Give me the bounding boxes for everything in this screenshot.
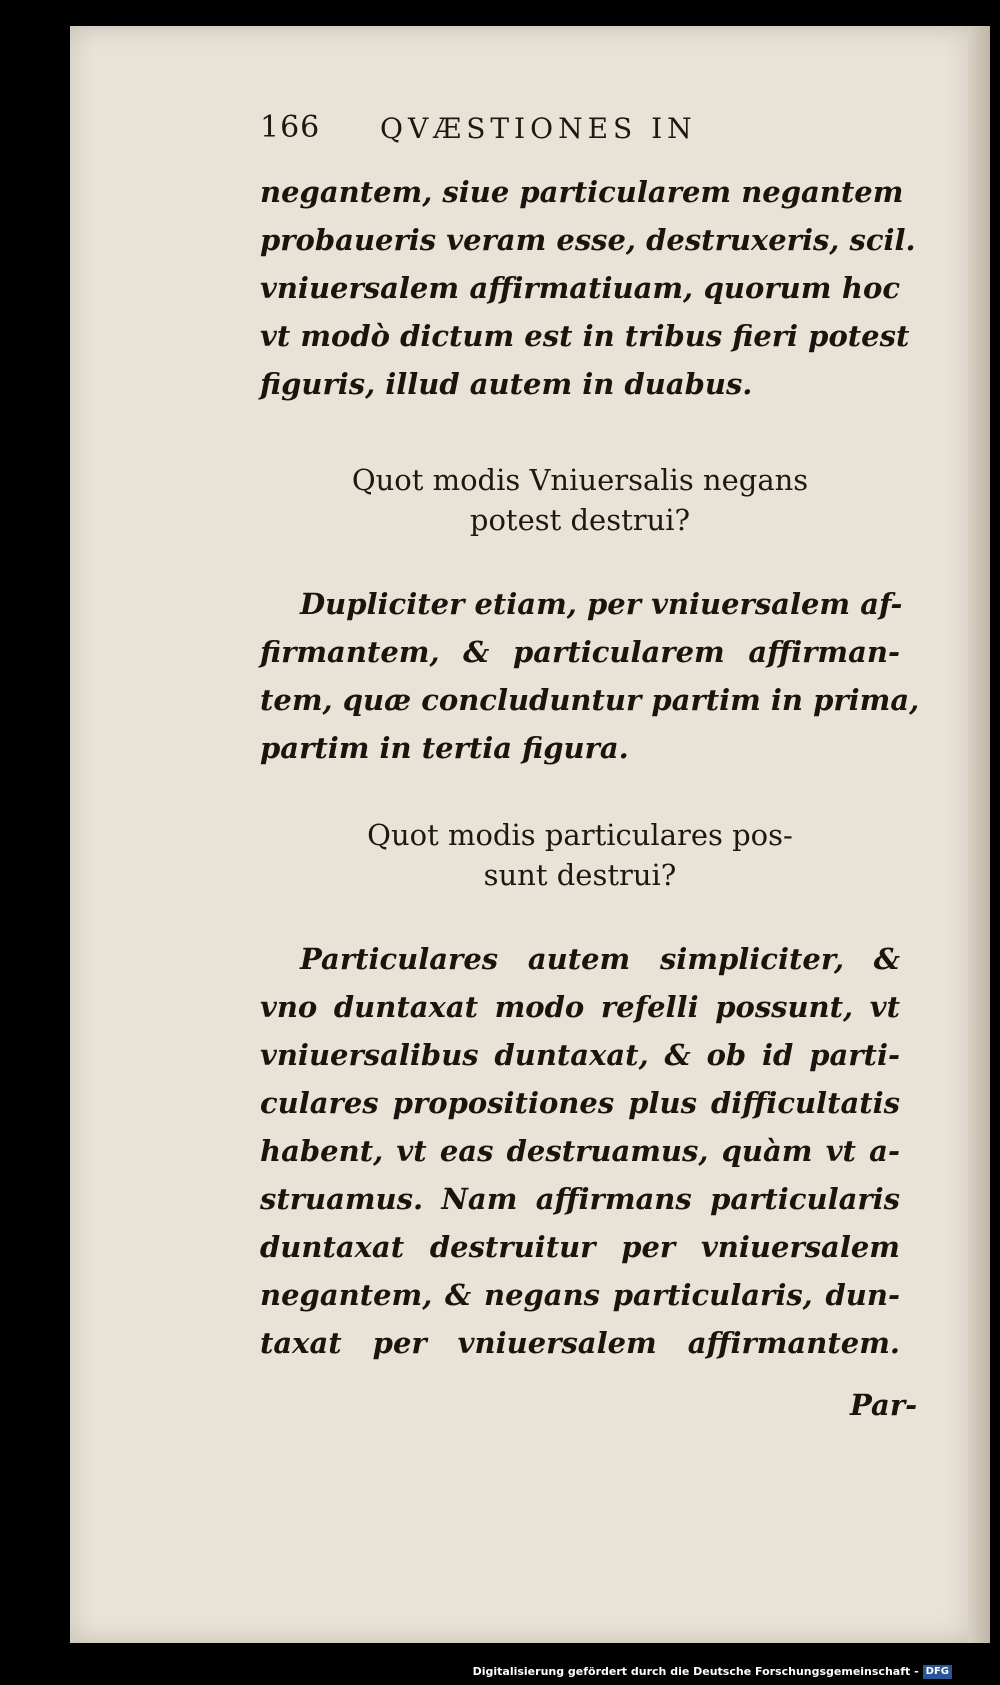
heading-line: Quot modis particulares pos- [367, 818, 793, 852]
heading-line: Quot modis Vniuersalis negans [351, 463, 809, 497]
text-line: vt modò dictum est in tribus fieri potest [260, 319, 910, 353]
text-line: tem, quæ concluduntur partim in prima, [260, 683, 920, 717]
heading-line: potest destrui? [469, 503, 691, 537]
text-line: culares propositiones plus difficultatis [260, 1086, 900, 1120]
paragraph-2 [260, 580, 920, 772]
text-line: probaueris veram esse, destruxeris, scil. [260, 223, 916, 257]
text-line: duntaxat destruitur per vniuersalem [260, 1230, 900, 1264]
page-number: 166 [260, 110, 321, 145]
running-head: QVÆSTIONES IN [380, 112, 697, 145]
text-line: vno duntaxat modo refelli possunt, vt [260, 990, 900, 1024]
heading-line: sunt destrui? [483, 858, 677, 892]
text-line: taxat per vniuersalem affirmantem. [260, 1326, 900, 1360]
text-line: firmantem, & particularem affirman- [260, 635, 900, 669]
catchword: Par- [850, 1388, 918, 1422]
text-line: partim in tertia figura. [260, 731, 629, 765]
text-line: negantem, & negans particularis, dun- [260, 1278, 900, 1312]
paragraph-3 [260, 935, 900, 1367]
text-line: struamus. Nam affirmans particularis [260, 1182, 900, 1216]
digitization-credit [473, 1659, 952, 1685]
credit-text: Digitalisierung gefördert durch die Deutsche Forschungsgemeinschaft - [472, 1665, 919, 1678]
question-heading-1 [260, 460, 900, 540]
question-heading-2 [260, 815, 900, 895]
paragraph-1 [260, 168, 916, 408]
text-line: figuris, illud autem in duabus. [260, 367, 753, 401]
dfg-logo: DFG [923, 1665, 952, 1679]
text-line: vniuersalibus duntaxat, & ob id parti- [260, 1038, 900, 1072]
text-line: Dupliciter etiam, per vniuersalem af- [300, 587, 903, 621]
text-line: Particulares autem simpliciter, & [300, 942, 900, 976]
text-line: negantem, siue particularem negantem [260, 175, 904, 209]
text-line: habent, vt eas destruamus, quàm vt a- [260, 1134, 900, 1168]
page-header [260, 110, 860, 160]
text-line: vniuersalem affirmatiuam, quorum hoc [260, 271, 900, 305]
page-edge [968, 26, 990, 1643]
